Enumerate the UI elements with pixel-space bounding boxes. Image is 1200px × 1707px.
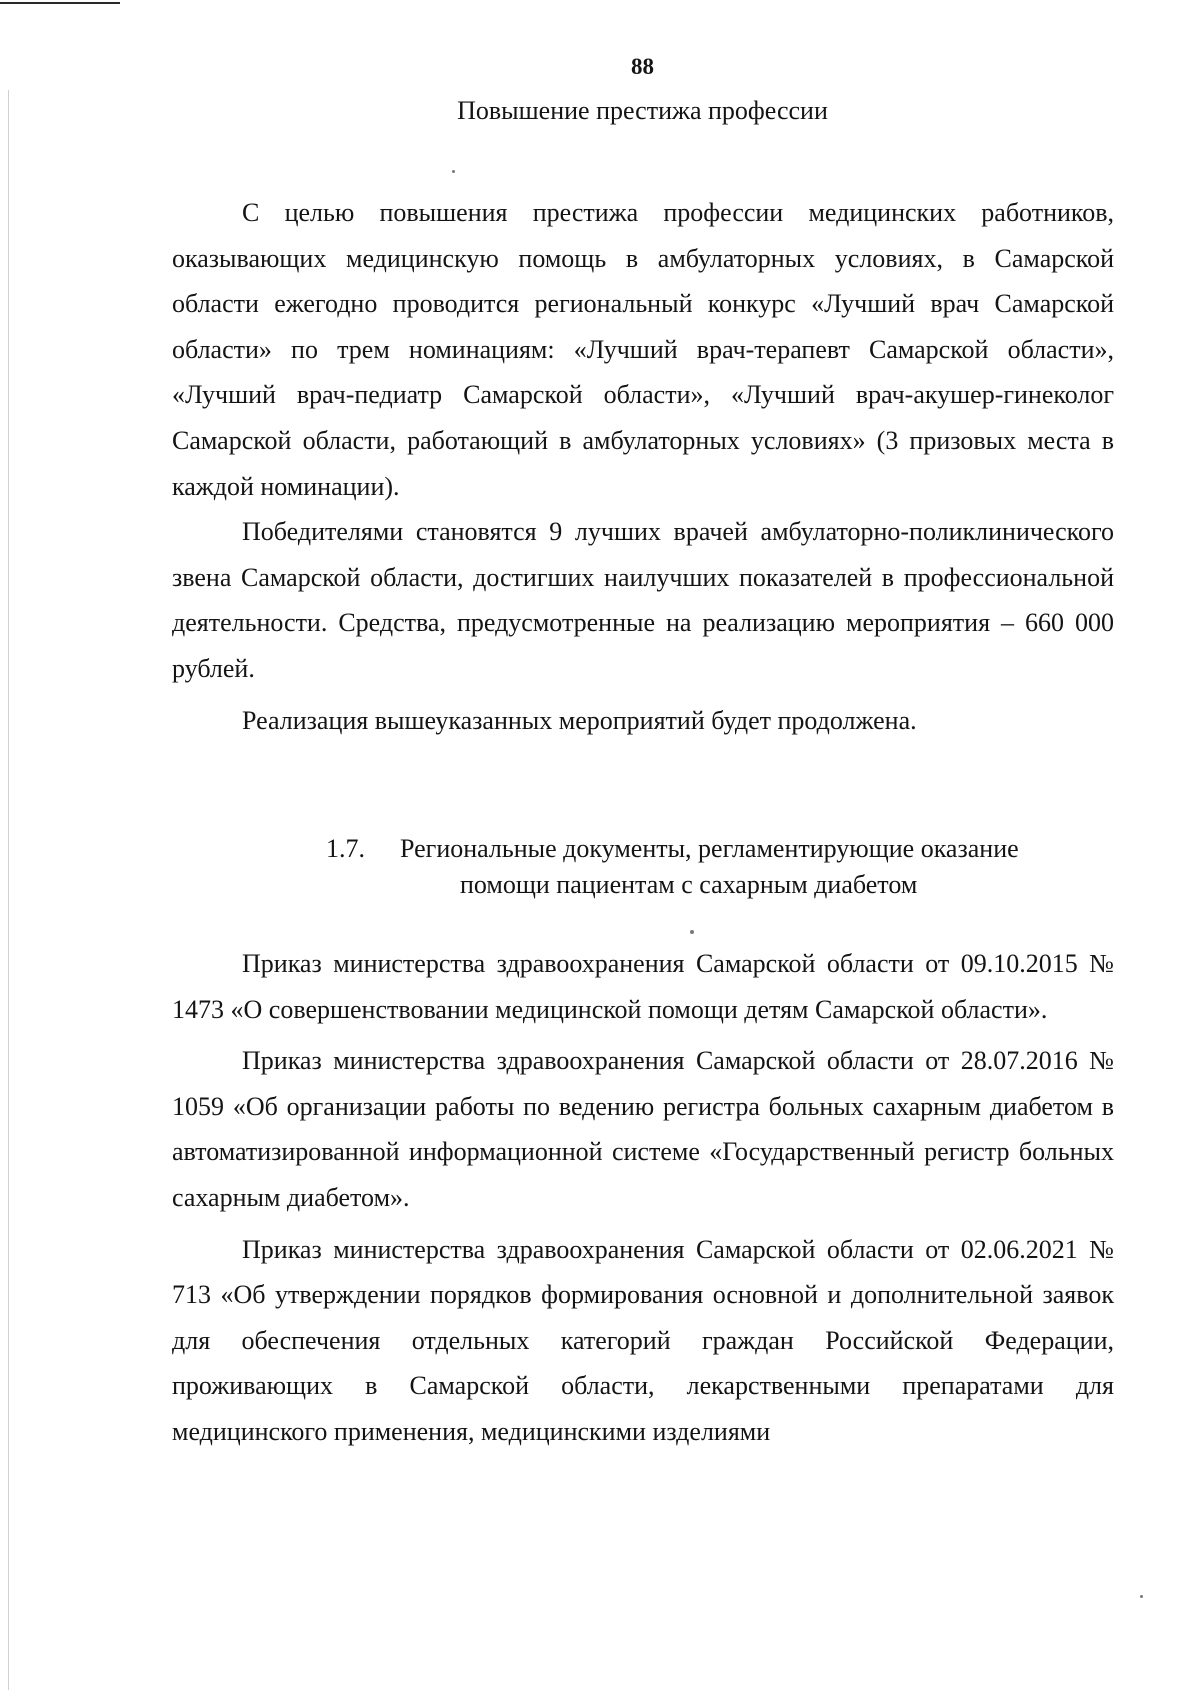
paragraph: Победителями становятся 9 лучших врачей амбулаторно-поликлинического звена Самарской области, достигших наилучших показателей в профессиональной деятельности. Средства, предусмотренные на реализацию мероприятия – 660 000 рублей.	[172, 517, 1114, 683]
paragraph: С целью повышения престижа профессии медицинских работников, оказывающих медицинскую помощь в амбулаторных условиях, в Самарской области ежегодно проводится региональный конкурс «Лучший врач Самарской области» по трем номинациям: «Лучший врач-терапевт Самарской области», «Лучший врач-педиатр Самарской области», «Лучший врач-акушер-гинеколог Самарской области, работающий в амбулаторных условиях» (3 призовых места в каждой номинации).	[172, 198, 1114, 501]
paragraph: Приказ министерства здравоохранения Самарской области от 09.10.2015 № 1473 «О совершенствовании медицинской помощи детям Самарской области».	[172, 949, 1114, 1024]
scan-speck	[1140, 1595, 1143, 1598]
paragraph: Приказ министерства здравоохранения Самарской области от 28.07.2016 № 1059 «Об организации работы по ведению регистра больных сахарным диабетом в автоматизированной информационной системе «Государственный регистр больных сахарным диабетом».	[172, 1046, 1114, 1212]
scan-artifact-left-edge	[8, 90, 9, 1690]
subsection-number: 1.7.	[326, 834, 365, 863]
scan-speck	[690, 930, 694, 934]
section-body-1	[172, 190, 1114, 743]
scan-speck	[452, 170, 455, 173]
page-number: 88	[631, 54, 654, 79]
subsection-heading	[326, 831, 1096, 903]
subsection-title-line1: Региональные документы, регламентирующие оказание	[400, 834, 1019, 863]
scan-artifact-top-line	[0, 2, 120, 4]
paragraph: Реализация вышеуказанных мероприятий будет продолжена.	[242, 705, 917, 735]
section-body-2	[172, 941, 1114, 1455]
subsection-title-line2: помощи пациентам с сахарным диабетом	[460, 870, 918, 899]
section-title: Повышение престижа профессии	[457, 96, 828, 125]
paragraph: Приказ министерства здравоохранения Самарской области от 02.06.2021 № 713 «Об утверждении порядков формирования основной и дополнительной заявок для обеспечения отдельных категорий граждан Российской Федерации, проживающих в Самарской области, лекарственными препаратами для медицинского применения, медицинскими изделиями	[172, 1234, 1114, 1446]
